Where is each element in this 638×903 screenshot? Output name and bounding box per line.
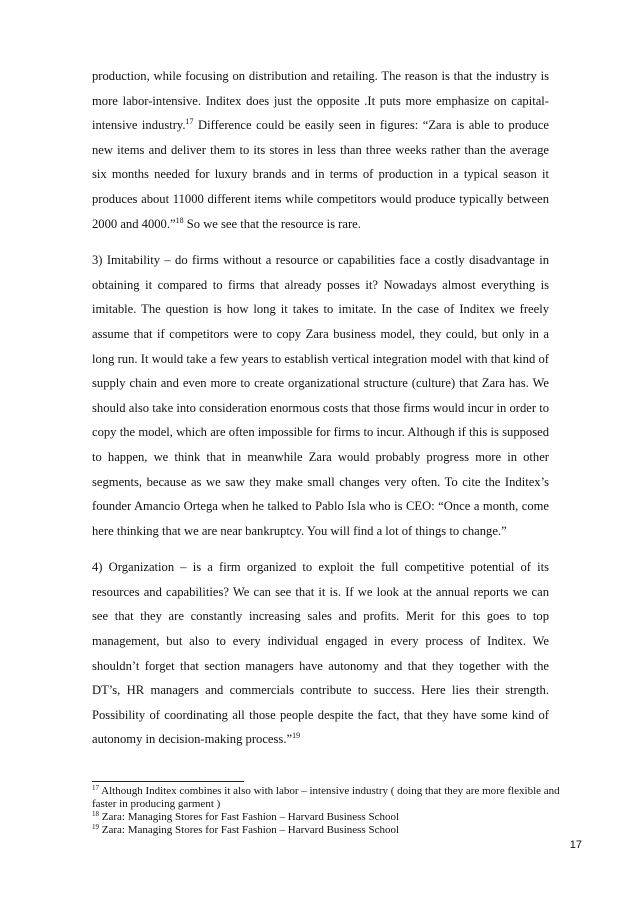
paragraph-organization [92,555,549,752]
footnotes [92,785,562,837]
paragraph-text: Difference could be easily seen in figures: “Zara is able to produce new items and deliver them to its stores in less than three weeks rather than the average six months needed for luxury brands and in terms of production in a typical season it produces about 11000 different items while competitors would produce typically between 2000 and 4000.” [92,118,549,231]
paragraph-text: production, while focusing on distribution and retailing. The reason is that the industry is more labor-intensive. Inditex does just the opposite .It puts more emphasize on capital-intensive industry. [92,69,549,133]
footnote-18 [92,811,562,824]
footnote-number: 17 [92,784,99,792]
footnote-ref-18[interactable]: 18 [175,215,184,225]
footnote-text: Zara: Managing Stores for Fast Fashion – Harvard Business School [99,824,400,836]
paragraph-imitability [92,248,549,543]
footnote-ref-19[interactable]: 19 [292,731,301,741]
paragraph-rarity-continued [92,64,549,236]
footnote-19 [92,824,562,837]
footnote-ref-17[interactable]: 17 [185,117,194,127]
page-number: 17 [569,839,582,851]
footnote-number: 19 [92,823,99,831]
paragraph-text: 3) Imitability – do firms without a resource or capabilities face a costly disadvantage in obtaining it compared to firms that already posses it? Nowadays almost everything is imitable. The question is how long it takes to imitate. In the case of Inditex we freely assume that if competitors were to copy Zara business model, they could, but only in a long run. It would take a few years to establish vertical integration model with that kind of supply chain and even more to create organizational structure (culture) that Zara has. We should also take into consideration enormous costs that those firms would incur in order to copy the model, which are often impossible for firms to incur. Although if this is supposed to happen, we think that in meanwhile Zara would probably progress more in other segments, because as we saw they make small changes very often. To cite the Inditex’s founder Amancio Ortega when he talked to Pablo Isla who is CEO: “Once a month, come here thinking that we are near bankruptcy. You will find a lot of things to change.” [92,253,549,538]
footnote-separator [92,781,244,782]
paragraph-text: So we see that the resource is rare. [183,216,361,231]
body-text [92,64,549,752]
footnote-17 [92,785,562,811]
paragraph-text: 4) Organization – is a firm organized to exploit the full competitive potential of its resources and capabilities? We can see that it is. If we look at the annual reports we can see that they are constantly increasing sales and profits. Merit for this goes to top management, but also to every individual engaged in every process of Inditex. We shouldn’t forget that section managers have autonomy and that they together with the DT’s, HR managers and commercials contribute to success. Here lies their strength. Possibility of coordinating all those people despite the fact, that they have some kind of autonomy in decision-making process.” [92,560,549,747]
footnote-number: 18 [92,810,99,818]
footnote-text: Although Inditex combines it also with labor – intensive industry ( doing that they are more flexible and faster in producing garment ) [92,785,560,810]
footnote-text: Zara: Managing Stores for Fast Fashion – Harvard Business School [99,811,400,823]
